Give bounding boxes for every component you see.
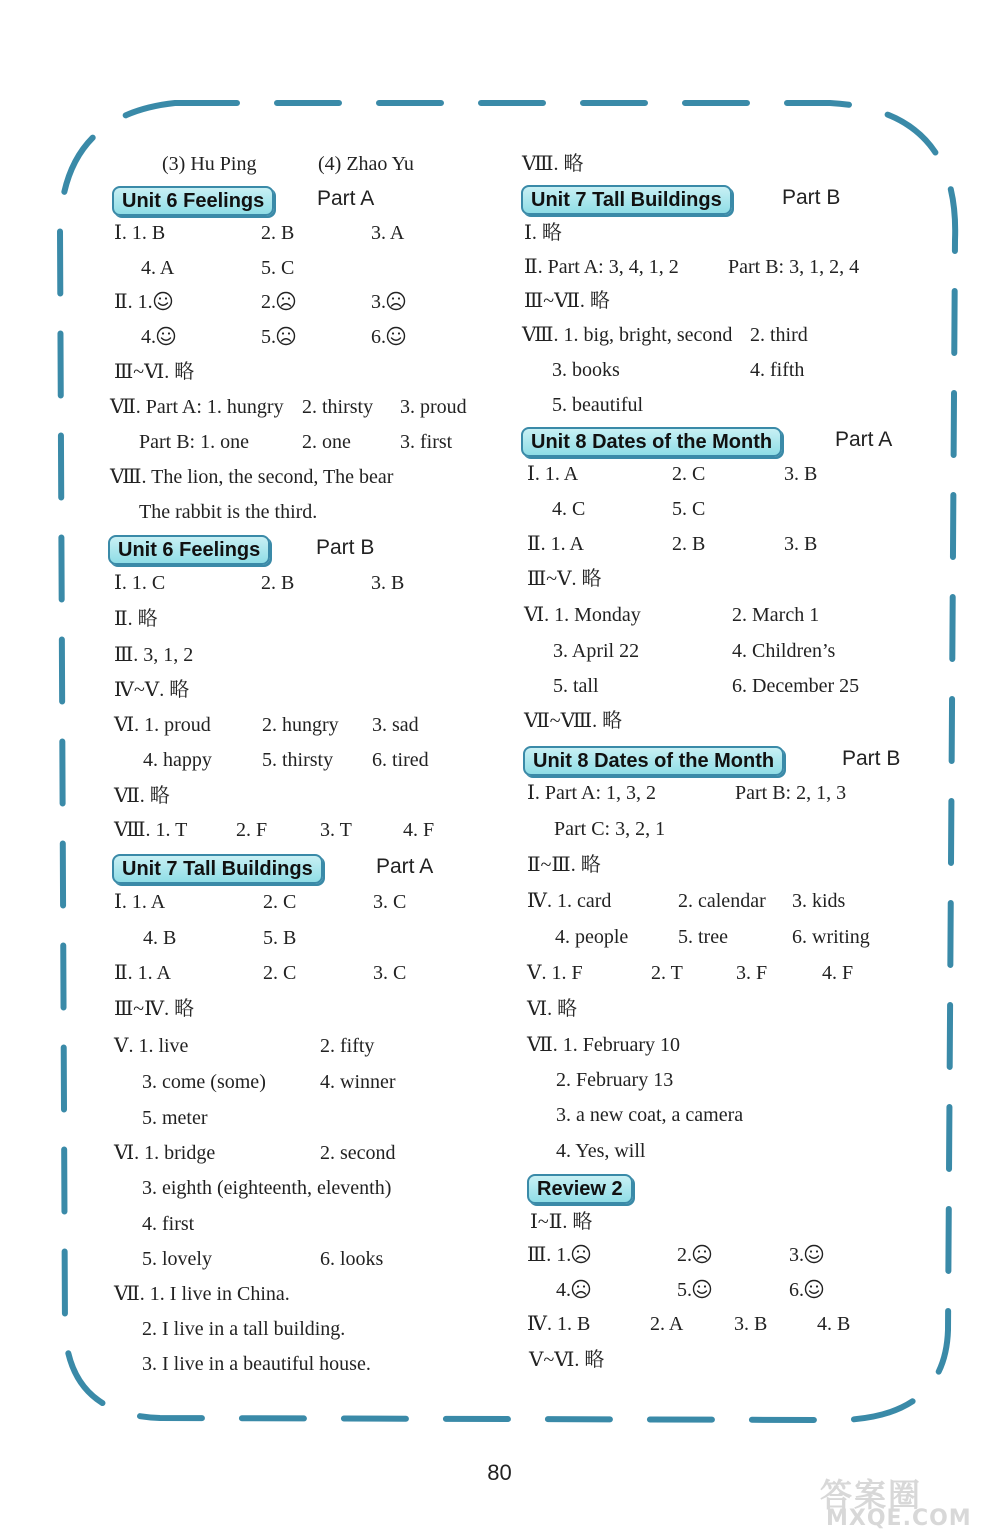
- answer-text: Ⅵ. 1. bridge: [114, 1142, 216, 1164]
- answer-text: 3.: [371, 290, 406, 314]
- answer-text: 2.: [261, 290, 296, 314]
- page-number: 80: [487, 1460, 512, 1485]
- answer-text: Part B: 1. one: [139, 431, 249, 453]
- answer-text: 2. third: [750, 324, 808, 346]
- answer-text: Ⅲ~Ⅴ. 略: [527, 568, 602, 590]
- happy-face-icon: [692, 1279, 712, 1299]
- answer-text: 5.: [261, 325, 296, 349]
- answer-text: 4. B: [143, 927, 177, 949]
- sad-face-icon: [386, 291, 406, 311]
- answer-text: 3. sad: [372, 714, 419, 736]
- answer-text: Ⅱ. 1.: [114, 290, 173, 314]
- answer-text: 4. F: [822, 962, 854, 984]
- sad-face-icon: [276, 326, 296, 346]
- unit-badge: Unit 8 Dates of the Month: [521, 427, 782, 457]
- answer-text: 3. first: [400, 431, 453, 453]
- answer-text: 5. lovely: [142, 1248, 212, 1270]
- part-label: Part A: [317, 187, 375, 210]
- answer-text: 5. meter: [142, 1107, 208, 1129]
- answer-text: 4. A: [141, 257, 175, 279]
- answer-text: 2. February 13: [556, 1069, 674, 1091]
- sad-face-icon: [571, 1244, 591, 1264]
- answer-text: Ⅰ. 1. B: [114, 222, 166, 244]
- answer-text: 2. fifty: [320, 1035, 375, 1057]
- answer-text: 3. proud: [400, 396, 467, 418]
- answer-text: 3. C: [373, 891, 407, 913]
- answer-text: 5. B: [263, 927, 297, 949]
- answer-text: 4. happy: [143, 749, 212, 771]
- unit-badge: Unit 6 Feelings: [112, 186, 274, 216]
- unit-badge: Unit 7 Tall Buildings: [112, 854, 323, 884]
- answer-text: Ⅰ. 1. A: [114, 891, 166, 913]
- answer-text: 2. March 1: [732, 604, 820, 626]
- answer-text: Ⅶ~Ⅷ. 略: [524, 710, 623, 732]
- unit-badge: Unit 7 Tall Buildings: [521, 185, 732, 215]
- answer-text: The rabbit is the third.: [139, 501, 318, 523]
- watermark-logo: 答案圈: [820, 1476, 923, 1514]
- answer-text: Ⅳ. 1. card: [527, 890, 612, 912]
- answer-text: 3. B: [734, 1313, 768, 1335]
- answer-text: Ⅵ. 1. proud: [114, 714, 211, 736]
- answer-text: Ⅰ. 1. C: [114, 572, 166, 594]
- answer-text: 2. B: [672, 533, 706, 555]
- answer-text: 2.: [677, 1243, 712, 1267]
- answer-text: 2. second: [320, 1142, 396, 1164]
- answer-text: 4. first: [142, 1213, 195, 1235]
- answer-text: 5. beautiful: [552, 394, 644, 416]
- answer-text: 4. winner: [320, 1071, 396, 1093]
- watermark-url: MXQE.COM: [826, 1506, 972, 1531]
- answer-text: 4. F: [403, 819, 435, 841]
- answer-text: Ⅲ~Ⅵ. 略: [114, 361, 195, 383]
- answer-text: Ⅰ. 1. A: [527, 463, 579, 485]
- happy-face-icon: [386, 326, 406, 346]
- answer-text: 3. April 22: [553, 640, 640, 662]
- answer-text: Ⅷ. 1. T: [114, 819, 188, 841]
- answer-text: Ⅶ. 略: [114, 785, 170, 807]
- answer-text: 4. B: [817, 1313, 851, 1335]
- answer-text: 6. December 25: [732, 675, 860, 697]
- answer-text: 2. C: [672, 463, 706, 485]
- answer-text: 6. looks: [320, 1248, 384, 1270]
- answer-text: 6.: [789, 1278, 824, 1302]
- answer-text: 2. F: [236, 819, 268, 841]
- answer-text: Ⅱ. 1. A: [114, 962, 171, 984]
- answer-text: 5. tree: [678, 926, 728, 948]
- answer-text: Ⅵ. 略: [527, 998, 578, 1020]
- sad-face-icon: [276, 291, 296, 311]
- answer-text: 2. T: [651, 962, 683, 984]
- answer-text: 4. fifth: [750, 359, 805, 381]
- answer-text: (3) Hu Ping: [162, 153, 257, 175]
- answer-text: 3. eighth (eighteenth, eleventh): [142, 1177, 392, 1199]
- answer-text: Ⅱ. 略: [114, 608, 158, 630]
- answer-text: 3. T: [320, 819, 352, 841]
- answer-text: 2. thirsty: [302, 396, 374, 418]
- answer-text: Part B: 3, 1, 2, 4: [728, 256, 860, 278]
- answer-text: Ⅶ. Part A: 1. hungry: [110, 396, 284, 418]
- answer-text: 3. C: [373, 962, 407, 984]
- answer-text: Ⅷ. The lion, the second, The bear: [110, 466, 394, 488]
- sad-face-icon: [692, 1244, 712, 1264]
- answer-text: 6. tired: [372, 749, 429, 771]
- unit-badge: Unit 8 Dates of the Month: [523, 746, 784, 776]
- answer-text: 3. B: [784, 533, 818, 555]
- answer-text: 2. A: [650, 1313, 684, 1335]
- answer-text: 3. B: [784, 463, 818, 485]
- answer-text: 4.: [556, 1278, 591, 1302]
- answer-text: Ⅷ. 1. big, bright, second: [522, 324, 733, 346]
- answer-text: 3. I live in a beautiful house.: [142, 1353, 371, 1375]
- part-label: Part B: [316, 536, 375, 559]
- answer-text: Ⅳ. 1. B: [527, 1313, 591, 1335]
- answer-text: Ⅲ. 3, 1, 2: [114, 644, 194, 666]
- answer-text: 4. C: [552, 498, 586, 520]
- answer-text: 3. kids: [792, 890, 846, 912]
- answer-text: (4) Zhao Yu: [318, 153, 414, 175]
- answer-text: 4. Children’s: [732, 640, 836, 662]
- answer-text: 3. come (some): [142, 1071, 266, 1093]
- answer-text: 2. B: [261, 572, 295, 594]
- answer-text: 3. a new coat, a camera: [556, 1104, 744, 1126]
- review-badge: Review 2: [527, 1174, 633, 1204]
- happy-face-icon: [804, 1279, 824, 1299]
- answer-text: Ⅲ~Ⅳ. 略: [114, 998, 195, 1020]
- answer-text: Ⅲ. 1.: [527, 1243, 591, 1267]
- answer-text: Ⅷ. 略: [522, 153, 584, 175]
- answer-text: 4. people: [555, 926, 629, 948]
- answer-text: 4. Yes, will: [556, 1140, 646, 1162]
- answer-text: Ⅰ. 略: [524, 222, 562, 244]
- happy-face-icon: [804, 1244, 824, 1264]
- answer-text: 3. F: [736, 962, 768, 984]
- answer-text: Ⅱ. Part A: 3, 4, 1, 2: [524, 256, 679, 278]
- answer-text: 4.: [141, 325, 176, 349]
- answer-text: 2. B: [261, 222, 295, 244]
- answer-text: Part C: 3, 2, 1: [554, 818, 666, 840]
- answer-text: 6.: [371, 325, 406, 349]
- answer-text: 2. C: [263, 962, 297, 984]
- answer-text: 3.: [789, 1243, 824, 1267]
- answer-text: 3. books: [552, 359, 620, 381]
- answer-text: 2. I live in a tall building.: [142, 1318, 346, 1340]
- happy-face-icon: [153, 291, 173, 311]
- answer-text: Ⅱ~Ⅲ. 略: [527, 854, 601, 876]
- answer-text: Ⅵ. 1. Monday: [524, 604, 641, 626]
- answer-text: 2. one: [302, 431, 351, 453]
- answer-text: Ⅴ. 1. live: [114, 1035, 189, 1057]
- answer-text: Ⅲ~Ⅶ. 略: [524, 290, 610, 312]
- answer-text: Part B: 2, 1, 3: [735, 782, 847, 804]
- answer-text: 5. tall: [553, 675, 599, 697]
- answer-text: 5.: [677, 1278, 712, 1302]
- answer-text: Ⅴ. 1. F: [527, 962, 583, 984]
- answer-text: Ⅶ. 1. February 10: [527, 1034, 681, 1056]
- answer-text: 5. thirsty: [262, 749, 334, 771]
- part-label: Part A: [835, 428, 893, 451]
- answer-text: Ⅴ~Ⅵ. 略: [529, 1349, 605, 1371]
- answer-text: Ⅰ. Part A: 1, 3, 2: [527, 782, 657, 804]
- answer-text: 2. C: [263, 891, 297, 913]
- sad-face-icon: [571, 1279, 591, 1299]
- happy-face-icon: [156, 326, 176, 346]
- part-label: Part A: [376, 855, 434, 878]
- answer-text: 5. C: [672, 498, 706, 520]
- answer-text: 2. hungry: [262, 714, 339, 736]
- unit-badge: Unit 6 Feelings: [108, 535, 270, 565]
- answer-text: 3. B: [371, 572, 405, 594]
- answer-text: 2. calendar: [678, 890, 766, 912]
- answer-text: 5. C: [261, 257, 295, 279]
- answer-text: 6. writing: [792, 926, 870, 948]
- part-label: Part B: [782, 186, 841, 209]
- part-label: Part B: [842, 747, 901, 770]
- answer-text: Ⅶ. 1. I live in China.: [114, 1283, 290, 1305]
- answer-text: Ⅱ. 1. A: [527, 533, 584, 555]
- answer-text: Ⅰ~Ⅱ. 略: [530, 1211, 593, 1233]
- answer-text: 3. A: [371, 222, 405, 244]
- answer-text: Ⅳ~Ⅴ. 略: [114, 679, 190, 701]
